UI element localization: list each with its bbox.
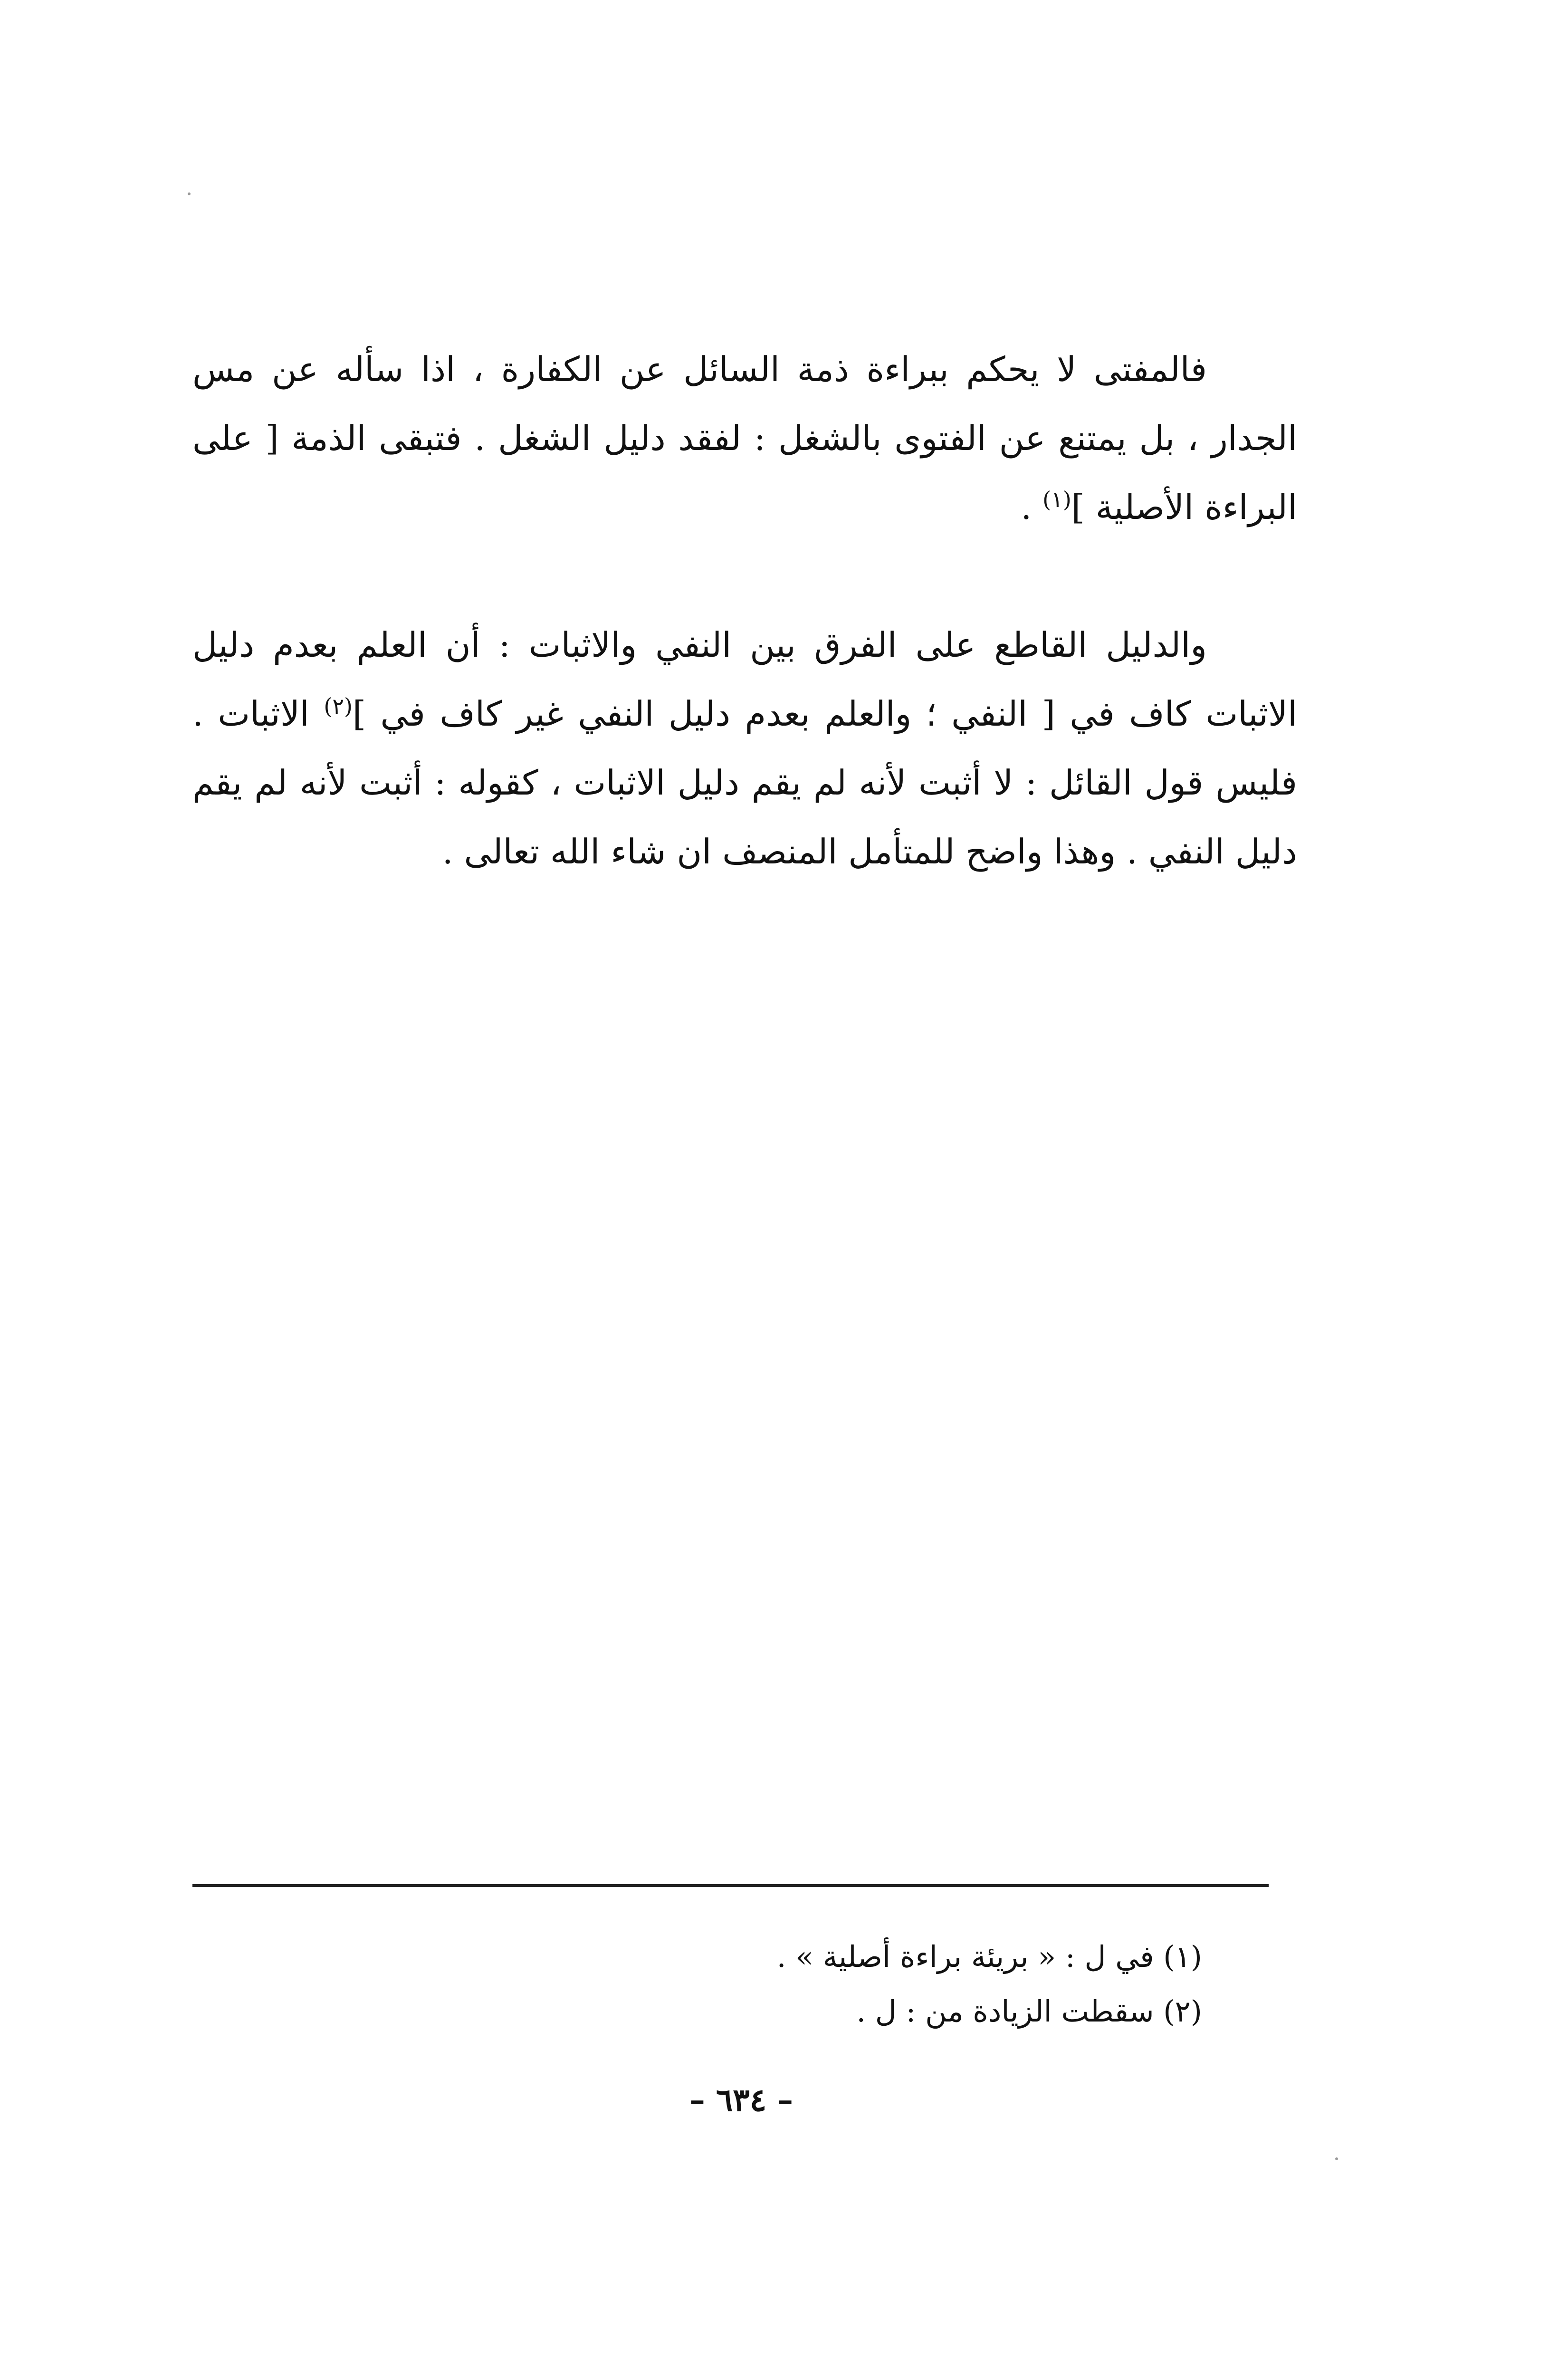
footnote-1: (١) في ل : « بريئة براءة أصلية » .	[776, 1939, 1202, 1974]
paragraph-2	[192, 611, 1297, 886]
paragraph-2-text-before: والدليل القاطع على الفرق بين النفي والاثبات : أن العلم بعدم دليل الاثبات كاف في [ النفي ؛ والعلم بعدم دليل النفي غير كاف في ]	[192, 625, 1297, 734]
paragraph-1-end: .	[1021, 487, 1043, 527]
scan-speck	[188, 192, 191, 195]
scan-speck	[1335, 2157, 1338, 2160]
footnote-ref-1: (١)	[1042, 487, 1071, 512]
footnote-separator	[192, 1884, 1269, 1887]
paragraph-1-text: فالمفتى لا يحكم ببراءة ذمة السائل عن الكفارة ، اذا سأله عن مس الجدار ، بل يمتنع عن الفتوى بالشغل : لفقد دليل الشغل . فتبقى الذمة [ على البراءة الأصلية ]	[192, 349, 1297, 527]
footnote-2: (٢) سقطت الزيادة من : ل .	[856, 1994, 1202, 2029]
paragraph-1	[192, 335, 1297, 542]
main-text	[192, 266, 1297, 955]
paragraph-2-text-after: الاثبات . فليس قول القائل : لا أثبت لأنه لم يقم دليل الاثبات ، كقوله : أثبت لأنه لم يقم دليل النفي . وهذا واضح للمتأمل المنصف ان شاء الله تعالى .	[192, 694, 1297, 872]
footnote-ref-2: (٢)	[324, 693, 353, 719]
footnotes	[523, 1929, 1202, 2039]
page-number: – ٦٣٤ –	[689, 2081, 794, 2118]
